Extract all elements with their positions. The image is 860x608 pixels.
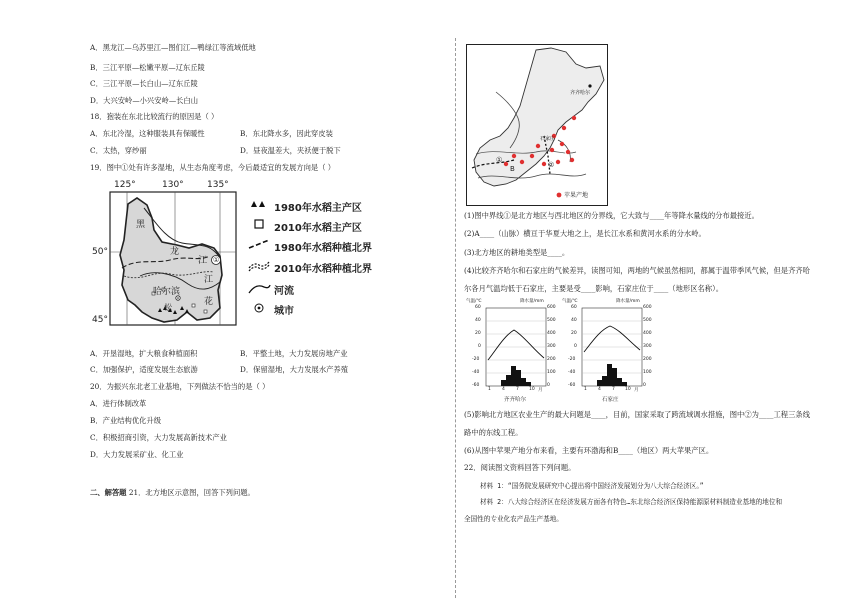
temp-tick-2-0: 60 bbox=[571, 305, 577, 310]
temp-tick-2-2: 20 bbox=[571, 331, 577, 336]
map-label-circle2: ② bbox=[548, 161, 555, 169]
precip-tick-1-6: 0 bbox=[547, 383, 550, 388]
month-tick-2-2: 7 bbox=[612, 387, 615, 392]
rice-2010-icon bbox=[255, 220, 263, 228]
map-label-jiang2: 江 bbox=[204, 275, 214, 285]
lat-label-50: 50° bbox=[92, 247, 108, 257]
q21-item-4-cont: 尔各月气温均低于石家庄，主要是受____影响，石家庄位于____（地形区名称）。 bbox=[464, 284, 724, 293]
legend-label-rice-2010: 2010年水稻主产区 bbox=[274, 223, 362, 234]
month-tick-1-1: 4 bbox=[502, 387, 505, 392]
month-tick-2-0: 1 bbox=[584, 387, 587, 392]
precip-tick-1-2: 400 bbox=[547, 331, 556, 336]
map-label-jiang: 江 bbox=[198, 256, 208, 266]
month-tick-1-2: 7 bbox=[516, 387, 519, 392]
map-legend-apple: 苹果产地 bbox=[564, 192, 589, 199]
temp-tick-2-4: -20 bbox=[568, 357, 576, 362]
north-china-map bbox=[466, 44, 608, 206]
q19-map bbox=[92, 180, 242, 340]
q21-item-5: (5)影响北方地区农业生产的最大问题是____，目前，国家采取了跨流域调水措施，图中②为____工程三条线 bbox=[464, 410, 810, 419]
climate-city-shijiazhuang: 石家庄 bbox=[602, 397, 619, 403]
month-tick-1-4: 月 bbox=[538, 388, 543, 393]
legend-label-boundary-2010: 2010年水稻种植北界 bbox=[274, 264, 372, 275]
precip-axis-label-2: 降水量/mm bbox=[616, 299, 640, 304]
precip-tick-2-0: 600 bbox=[643, 305, 652, 310]
map-label-b: B bbox=[510, 165, 515, 173]
month-tick-2-4: 月 bbox=[634, 388, 639, 393]
map-label-long: 龙 bbox=[170, 247, 180, 257]
temp-tick-1-5: -40 bbox=[472, 370, 480, 375]
q20-option-d: D．大力发展采矿业、化工业 bbox=[90, 450, 184, 459]
lon-label-135: 135° bbox=[207, 180, 229, 190]
precip-tick-1-4: 200 bbox=[547, 357, 556, 362]
q20-option-a: A．进行体制改革 bbox=[90, 399, 147, 408]
precip-tick-2-5: 100 bbox=[643, 370, 652, 375]
temp-tick-1-4: -20 bbox=[472, 357, 480, 362]
temp-tick-1-2: 20 bbox=[475, 331, 481, 336]
temp-tick-1-3: 0 bbox=[478, 344, 481, 349]
q17-option-c: C．三江平原—长白山—辽东丘陵 bbox=[90, 79, 198, 88]
precip-tick-2-2: 400 bbox=[643, 331, 652, 336]
q18-option-b: B．东北降水多，因此穿皮装 bbox=[240, 129, 333, 138]
map-label-hei: 黑 bbox=[136, 220, 146, 230]
apple-legend-icon bbox=[557, 193, 562, 198]
precip-axis-label-1: 降水量/mm bbox=[520, 299, 544, 304]
month-tick-1-0: 1 bbox=[488, 387, 491, 392]
temp-tick-2-6: -60 bbox=[568, 383, 576, 388]
q17-option-d: D．大兴安岭—小兴安岭—长白山 bbox=[90, 96, 199, 105]
map-label-song: 松 bbox=[164, 303, 172, 312]
heilongjiang-map bbox=[92, 180, 242, 340]
q19-option-d: D．保留湿地，大力发展水产养殖 bbox=[240, 365, 349, 374]
legend-label-rice-1980: 1980年水稻主产区 bbox=[274, 203, 362, 214]
section2-title: 二、解答题 bbox=[90, 488, 127, 497]
q17-option-b: B．三江平原—松嫩平原—辽东丘陵 bbox=[90, 63, 205, 72]
temp-tick-1-1: 40 bbox=[475, 318, 481, 323]
q19-stem: 19．图中①处有许多湿地，从生态角度考虑，今后最适宜的发展方向是（ ） bbox=[90, 163, 336, 172]
q20-option-c: C．积极招商引资，大力发展高新技术产业 bbox=[90, 433, 227, 442]
q18-option-d: D．昼夜温差大，夹袄便于脱下 bbox=[240, 146, 341, 155]
temp-axis-label-2: 气温/℃ bbox=[562, 299, 578, 304]
climate-chart-qiqihar bbox=[466, 300, 556, 405]
q21-item-5-cont: 路中的东线工程。 bbox=[464, 428, 523, 437]
q20-stem: 20．为振兴东北老工业基地，下列做法不恰当的是（ ） bbox=[90, 382, 270, 391]
map-label-circle1: ① bbox=[213, 256, 220, 264]
q20-option-b: B．产业结构优化升级 bbox=[90, 416, 162, 425]
map-label-shijiazhuang: 石家庄 bbox=[540, 136, 556, 142]
rice-1980-icon bbox=[251, 201, 265, 207]
lat-label-45: 45° bbox=[92, 315, 108, 325]
city-icon bbox=[255, 304, 263, 312]
climate-city-qiqihar: 齐齐哈尔 bbox=[504, 397, 527, 403]
q18-option-a: A．东北冷湿，这种服装具有保暖性 bbox=[90, 129, 205, 138]
month-tick-2-1: 4 bbox=[598, 387, 601, 392]
map-label-circle1: ① bbox=[496, 156, 503, 164]
precip-tick-2-4: 200 bbox=[643, 357, 652, 362]
precip-tick-1-3: 300 bbox=[547, 344, 556, 349]
q21-item-4: (4)比较齐齐哈尔和石家庄的气候差异，读图可知，两地的气候虽然相同，都属于温带季风气候，但是齐齐哈 bbox=[464, 266, 810, 275]
q19-option-a: A．开垦湿地，扩大粮食种植面积 bbox=[90, 349, 198, 358]
precip-tick-1-5: 100 bbox=[547, 370, 556, 375]
river-icon bbox=[249, 285, 270, 293]
month-tick-2-3: 10 bbox=[625, 387, 631, 392]
precip-tick-2-1: 500 bbox=[643, 318, 652, 323]
q18-stem: 18．狍装在东北比较流行的原因是（ ） bbox=[90, 112, 219, 121]
boundary-1980-icon bbox=[249, 240, 269, 248]
map-label-harbin: 哈尔滨 bbox=[153, 287, 181, 297]
precip-tick-2-3: 300 bbox=[643, 344, 652, 349]
q21-stem: 21．北方地区示意图，回答下列问题。 bbox=[128, 488, 255, 497]
lon-label-125: 125° bbox=[114, 180, 136, 190]
q18-option-c: C．太热，穿纱丽 bbox=[90, 146, 147, 155]
lon-label-130: 130° bbox=[162, 180, 184, 190]
legend-label-boundary-1980: 1980年水稻种植北界 bbox=[274, 243, 372, 254]
q22-stem: 22．阅读图文资料回答下列问题。 bbox=[464, 463, 576, 472]
q22-material-2-cont: 全国性的专业化农产品生产基地。 bbox=[464, 515, 563, 523]
boundary-2010-icon bbox=[249, 262, 269, 271]
q21-item-2: (2)A____（山脉）横亘于华夏大地之上，是长江水系和黄河水系的分水岭。 bbox=[464, 229, 706, 238]
q19-legend bbox=[248, 195, 378, 325]
precip-tick-1-1: 500 bbox=[547, 318, 556, 323]
temp-tick-1-0: 60 bbox=[475, 305, 481, 310]
precip-tick-1-0: 600 bbox=[547, 305, 556, 310]
q22-material-2: 材料 2：八大综合经济区在经济发展方面各有特色…东北综合经济区保持能源原材料制造业基地的地位和 bbox=[480, 498, 783, 506]
q19-option-b: B．平整土地，大力发展房地产业 bbox=[240, 349, 348, 358]
temp-axis-label-1: 气温/℃ bbox=[466, 299, 482, 304]
temp-tick-1-6: -60 bbox=[472, 383, 480, 388]
section2-heading bbox=[90, 488, 255, 498]
temp-tick-2-1: 40 bbox=[571, 318, 577, 323]
climate-chart-shijiazhuang bbox=[562, 300, 652, 405]
temp-tick-2-3: 0 bbox=[574, 344, 577, 349]
temp-tick-2-5: -40 bbox=[568, 370, 576, 375]
legend-label-river: 河流 bbox=[274, 286, 294, 297]
q19-option-c: C．加强保护，适度发展生态旅游 bbox=[90, 365, 198, 374]
month-tick-1-3: 10 bbox=[529, 387, 535, 392]
q21-item-3: (3)北方地区的耕地类型是____。 bbox=[464, 248, 570, 257]
precip-tick-2-6: 0 bbox=[643, 383, 646, 388]
q17-option-a: A．黑龙江—乌苏里江—图们江—鸭绿江等流域低地 bbox=[90, 43, 256, 52]
map-label-qiqihar: 齐齐哈尔 bbox=[570, 90, 591, 96]
q21-item-6: (6)从图中苹果产地分布来看，主要有环渤海和B____（地区）两大苹果产区。 bbox=[464, 446, 714, 455]
q21-item-1: (1)图中界线①是北方地区与西北地区的分界线，它大致与____年等降水量线的分布最接近。 bbox=[464, 211, 759, 220]
q22-material-1: 材料 1：“国务院发展研究中心提出将中国经济发展划分为八大综合经济区。” bbox=[480, 482, 704, 490]
column-divider bbox=[455, 38, 456, 598]
legend-label-city: 城市 bbox=[274, 306, 294, 317]
map-label-hua: 花 bbox=[204, 297, 214, 307]
